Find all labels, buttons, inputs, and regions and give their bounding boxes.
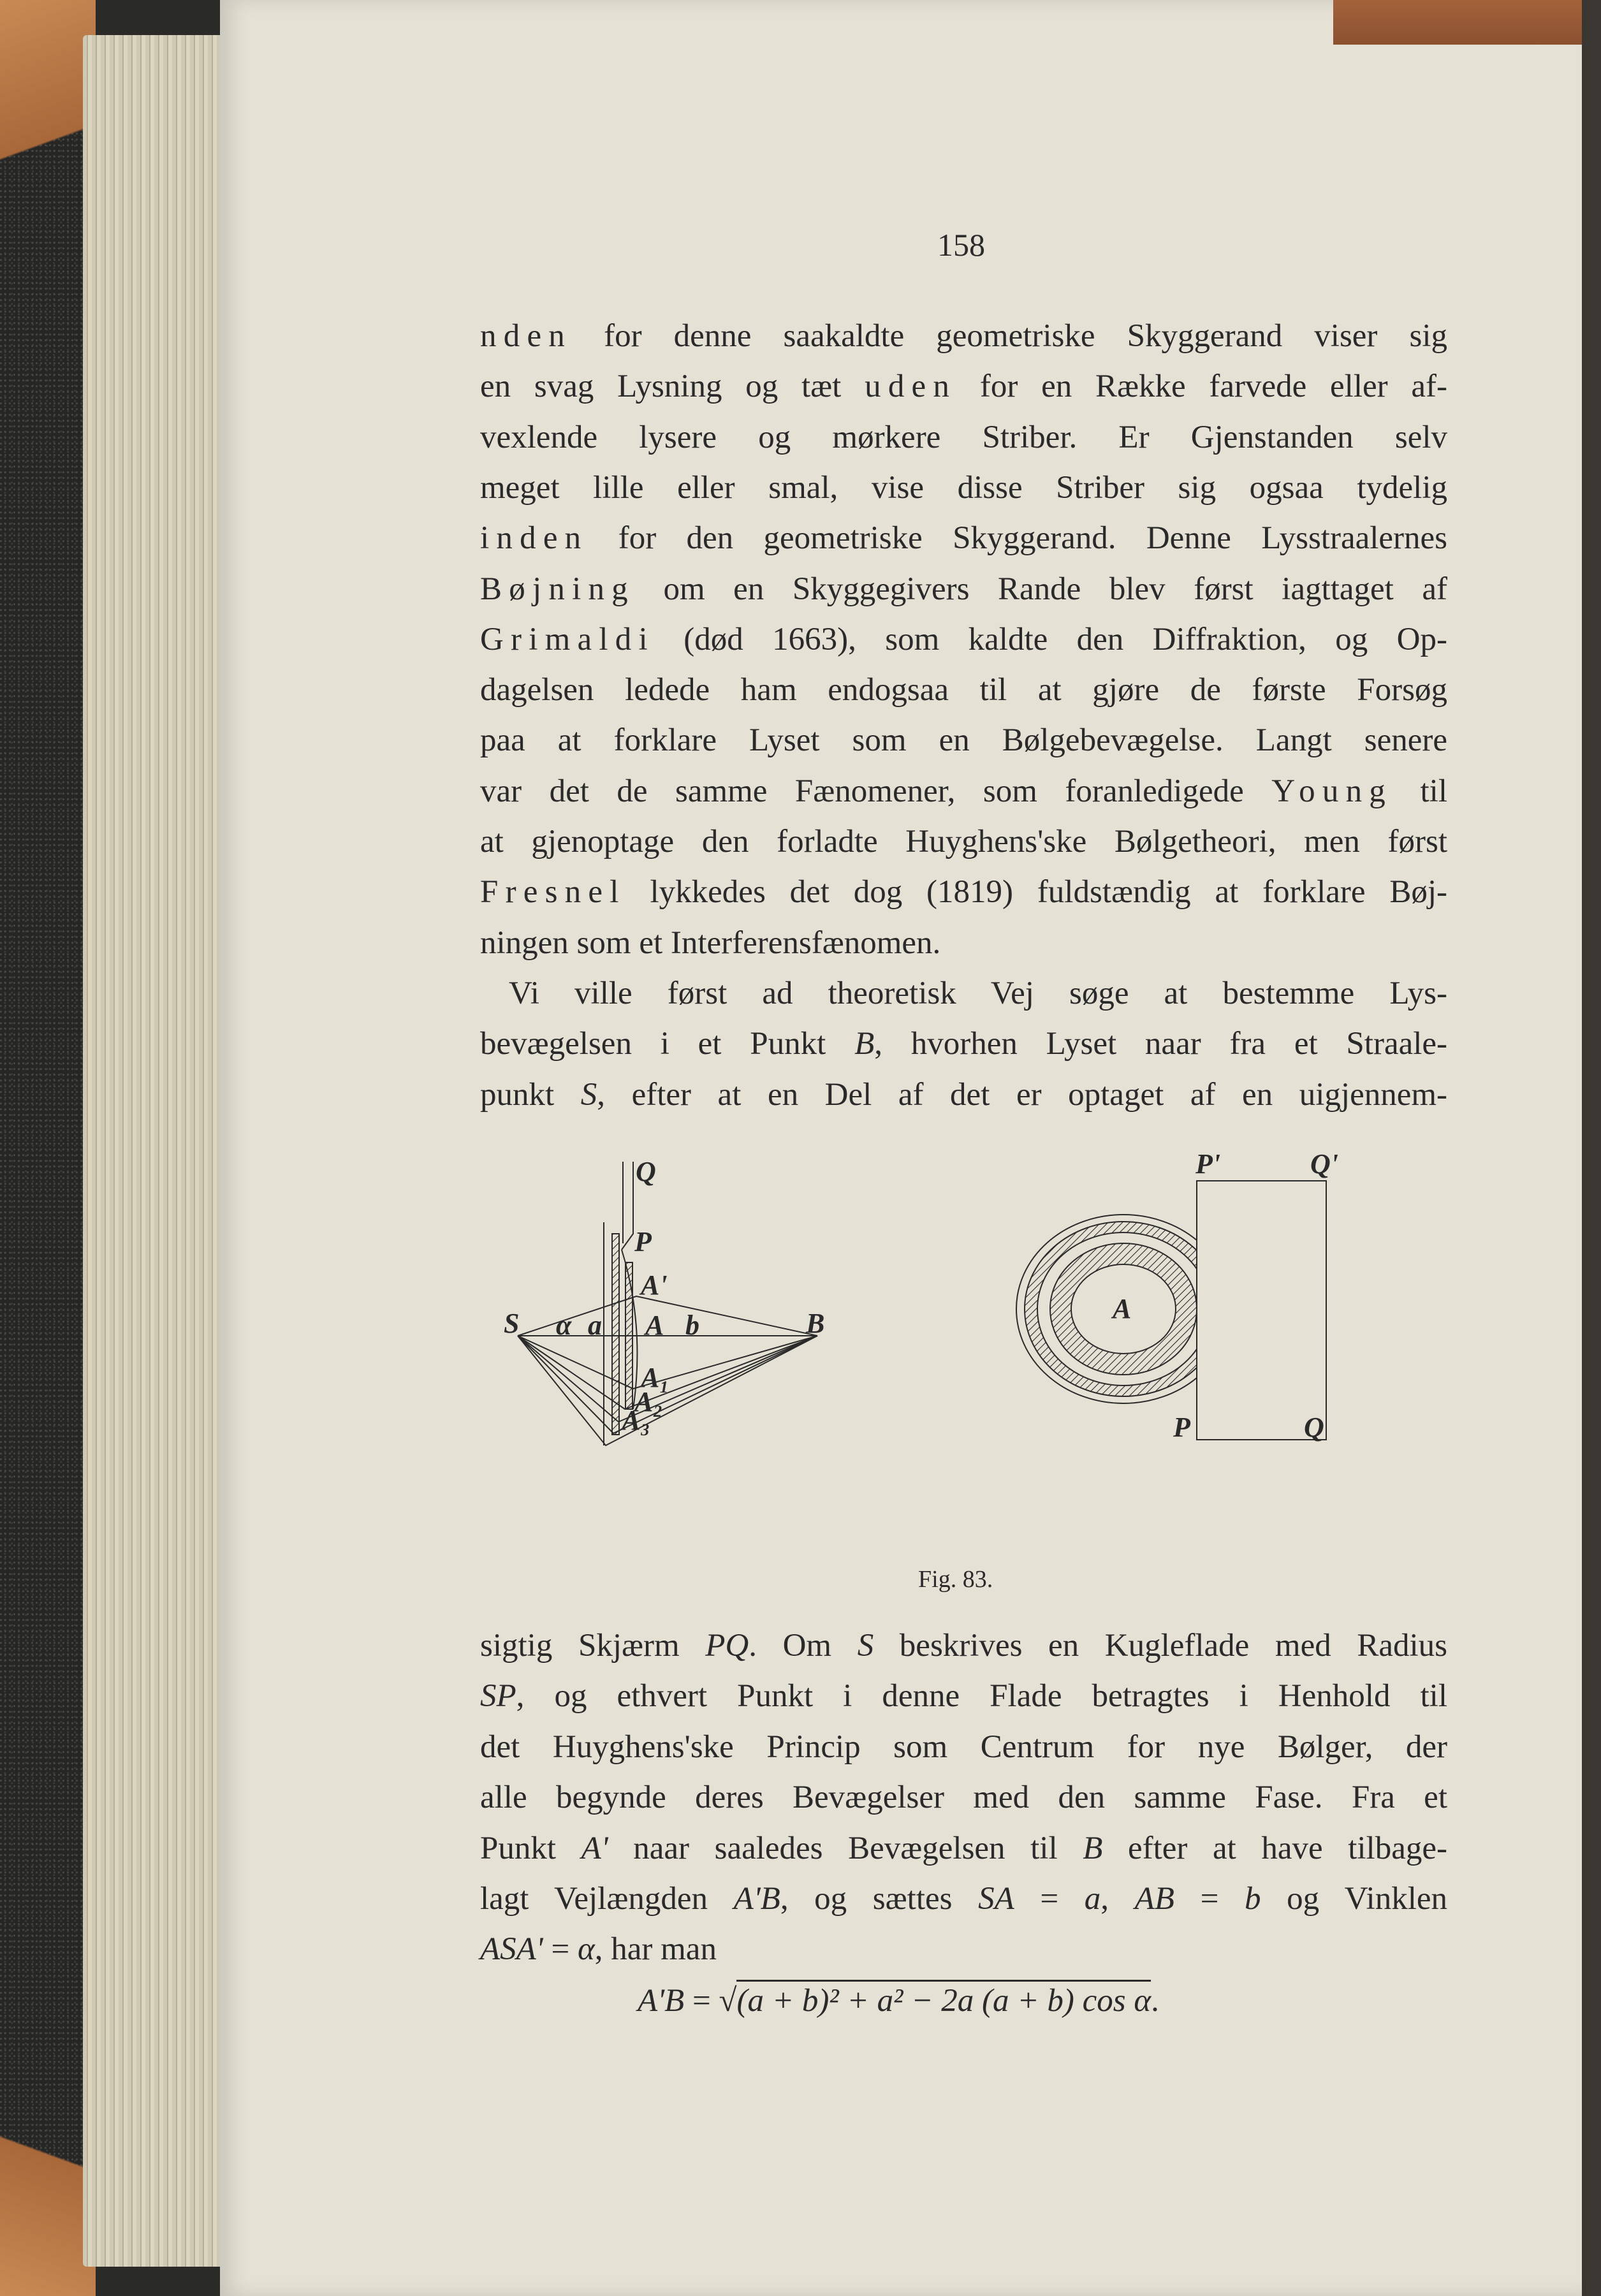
diffraction-diagram [518, 1162, 817, 1445]
text-run: ningen som et Interferensfænomen. [480, 925, 941, 961]
text-run: lagt Vejlængden [480, 1881, 734, 1917]
text-line [480, 1824, 1447, 1874]
label-a: a [588, 1310, 602, 1341]
formula-period: . [1151, 1983, 1159, 2019]
spaced-emphasis: Bøjning [480, 571, 635, 607]
text-run: at gjenoptage den forladte Huyghens'ske Bølgetheori, men først [480, 824, 1447, 859]
spaced-emphasis: Young [1271, 773, 1393, 809]
shadow-rings-diagram [1016, 1181, 1326, 1440]
formula-equals: = [692, 1983, 711, 2019]
text-run: alle begynde deres Bevægelser med den samme Fase. Fra et [480, 1780, 1447, 1816]
text-run: , efter at en Del af det er optaget af en uigjennem- [597, 1076, 1447, 1113]
math-symbol: A'B [733, 1881, 780, 1917]
page-number: 158 [937, 227, 985, 263]
math-symbol: B [1083, 1830, 1103, 1866]
spaced-emphasis: Grimaldi [480, 621, 655, 657]
text-run: . Om [749, 1628, 858, 1664]
text-run: (død 1663), som kaldte den Diffraktion, og Op- [654, 621, 1447, 657]
math-symbol: AB [1134, 1881, 1174, 1917]
label-A-center: A [1113, 1293, 1132, 1324]
text-run: lykkedes det dog (1819) fuldstændig at forklare Bøj- [625, 874, 1447, 910]
text-run: og Vinklen [1261, 1881, 1448, 1917]
screen-rectangle [1197, 1181, 1326, 1440]
label-P: P [634, 1226, 652, 1257]
text-run: , har man [594, 1931, 717, 1968]
math-symbol: ASA' [480, 1931, 543, 1968]
spaced-emphasis: inden [480, 520, 588, 557]
label-P-bottom: P [1173, 1412, 1190, 1443]
text-run: var det de samme Fænomener, som foranledigede [480, 773, 1272, 809]
text-run: om en Skyggegivers Rande blev først iagttaget af [634, 571, 1447, 607]
text-run: , [1100, 1881, 1135, 1917]
text-run: beskrives en Kugleflade med Radius [874, 1628, 1447, 1664]
label-S: S [504, 1308, 520, 1339]
text-run: for denne saakaldte geometriske Skyggerand viser sig [572, 318, 1447, 354]
figure-caption: Fig. 83. [918, 1566, 993, 1593]
text-run: til [1393, 773, 1447, 809]
text-run: for den geometriske Skyggerand. Denne Lysstraalernes [588, 520, 1447, 557]
text-run: , og ethvert Punkt i denne Flade betragtes i Henhold til [516, 1678, 1447, 1715]
text-run: paa at forklare Lyset som en Bølgebevægelse. Langt senere [480, 722, 1447, 759]
formula [638, 1975, 1159, 2026]
math-symbol: a [1084, 1881, 1101, 1917]
text-run: en svag Lysning og tæt [480, 369, 865, 405]
text-run: punkt [480, 1076, 581, 1113]
label-Q: Q [636, 1156, 656, 1187]
text-run: sigtig Skjærm [480, 1628, 706, 1664]
label-alpha: α [556, 1310, 572, 1341]
text-line [480, 1773, 1447, 1823]
text-line [480, 1722, 1447, 1773]
label-Q-prime: Q' [1310, 1148, 1338, 1180]
text-run: det Huyghens'ske Princip som Centrum for nye Bølger, der [480, 1729, 1447, 1765]
spaced-emphasis: nden [480, 318, 573, 354]
text-run: Vi ville først ad theoretisk Vej søge at bestemme Lys- [509, 975, 1447, 1011]
text-run: bevægelsen i et Punkt [480, 1026, 855, 1062]
text-line [480, 1671, 1447, 1722]
text-run: , hvorhen Lyset naar fra et Straale- [874, 1026, 1448, 1062]
text-run: vexlende lysere og mørkere Striber. Er Gjenstanden selv [480, 419, 1447, 455]
math-symbol: b [1244, 1881, 1261, 1917]
math-symbol: SP [480, 1678, 516, 1715]
label-Q-bottom: Q [1304, 1412, 1324, 1443]
math-symbol: α [577, 1931, 595, 1968]
math-symbol: PQ [705, 1628, 749, 1664]
math-symbol: S [580, 1076, 597, 1113]
spaced-emphasis: uden [865, 369, 957, 405]
text-run: dagelsen ledede ham endogsaa til at gjøre de første Forsøg [480, 672, 1447, 708]
text-run: naar saaledes Bevægelsen til [608, 1830, 1083, 1866]
text-run: = [543, 1931, 578, 1968]
text-run: efter at have tilbage- [1102, 1830, 1447, 1866]
text-run: meget lille eller smal, vise disse Striber sig ogsaa tydelig [480, 469, 1447, 506]
label-B: B [806, 1308, 825, 1339]
math-symbol: B [854, 1026, 875, 1062]
text-line [480, 1621, 1447, 1671]
formula-lhs: A'B [638, 1983, 685, 2019]
label-b: b [685, 1310, 699, 1341]
label-A2: A₂ [634, 1386, 663, 1417]
text-run: , og sættes [780, 1881, 979, 1917]
label-P-prime: P' [1195, 1148, 1221, 1180]
text-line [480, 1924, 1447, 1975]
formula-radicand: (a + b)² + a² − 2a (a + b) cos α [736, 1980, 1151, 2019]
label-A-prime: A' [641, 1269, 668, 1301]
text-run: = [1174, 1881, 1245, 1917]
text-line [480, 1874, 1447, 1924]
math-symbol: SA [978, 1881, 1014, 1917]
text-run: for en Række farvede eller af- [956, 369, 1447, 405]
spaced-emphasis: Fresnel [480, 874, 626, 910]
label-A1: A₁ [641, 1362, 669, 1393]
label-A: A [645, 1310, 664, 1341]
label-A3: A₃ [622, 1405, 650, 1436]
sqrt-sign: √ [719, 1983, 737, 2019]
math-symbol: S [857, 1628, 874, 1664]
math-symbol: A' [581, 1830, 608, 1866]
text-run: = [1014, 1881, 1085, 1917]
text-run: Punkt [480, 1830, 581, 1866]
